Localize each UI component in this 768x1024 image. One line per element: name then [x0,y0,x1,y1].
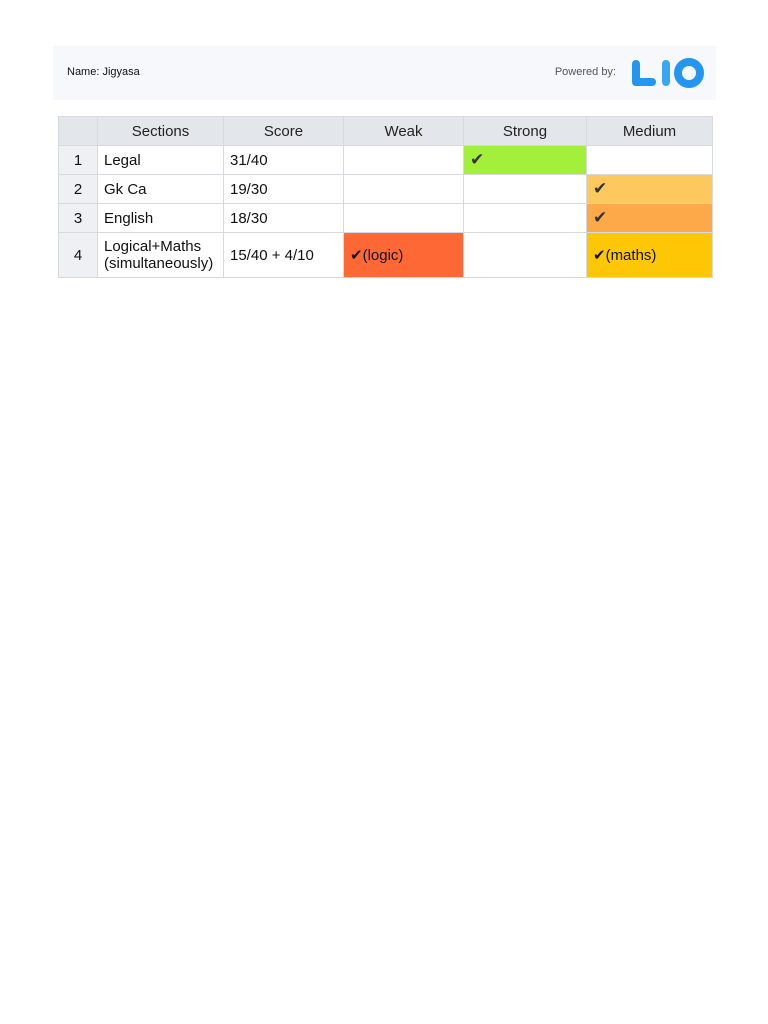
row-index: 3 [59,204,98,233]
col-header-weak: Weak [344,117,464,146]
col-header-index [59,117,98,146]
table-row [59,204,713,233]
section-line-1: Logical+Maths [104,238,202,255]
score-cell: 15/40 + 4/10 [224,233,344,278]
student-name: Name: Jigyasa [67,66,140,78]
section-cell: English [98,204,224,233]
score-cell: 18/30 [224,204,344,233]
medium-maths-label: ✔(maths) [593,247,657,264]
col-header-sections: Sections [98,117,224,146]
col-header-medium: Medium [587,117,713,146]
weak-cell [344,146,464,175]
medium-cell [587,175,713,204]
col-header-score: Score [224,117,344,146]
weak-cell [344,204,464,233]
medium-cell [587,146,713,175]
table-row [59,146,713,175]
medium-cell [587,233,713,278]
row-index: 4 [59,233,98,278]
check-icon: ✔ [593,208,608,227]
row-index: 2 [59,175,98,204]
table-row [59,175,713,204]
row-index: 1 [59,146,98,175]
col-header-strong: Strong [464,117,587,146]
strong-cell [464,204,587,233]
lio-logo [632,58,704,88]
section-cell [98,233,224,278]
score-cell: 19/30 [224,175,344,204]
section-line-2: (simultaneously) [104,255,214,272]
score-cell: 31/40 [224,146,344,175]
weak-cell [344,175,464,204]
strong-cell [464,146,587,175]
powered-by-label: Powered by: [554,66,616,78]
check-icon: ✔ [593,179,608,198]
table-row [59,233,713,278]
strong-cell [464,175,587,204]
weak-logic-label: ✔(logic) [350,247,404,264]
table-header-row [59,117,713,146]
report-header [53,46,716,100]
section-cell: Gk Ca [98,175,224,204]
section-cell: Legal [98,146,224,175]
weak-cell [344,233,464,278]
strong-cell [464,233,587,278]
score-table [58,116,713,278]
check-icon: ✔ [470,150,485,169]
medium-cell [587,204,713,233]
